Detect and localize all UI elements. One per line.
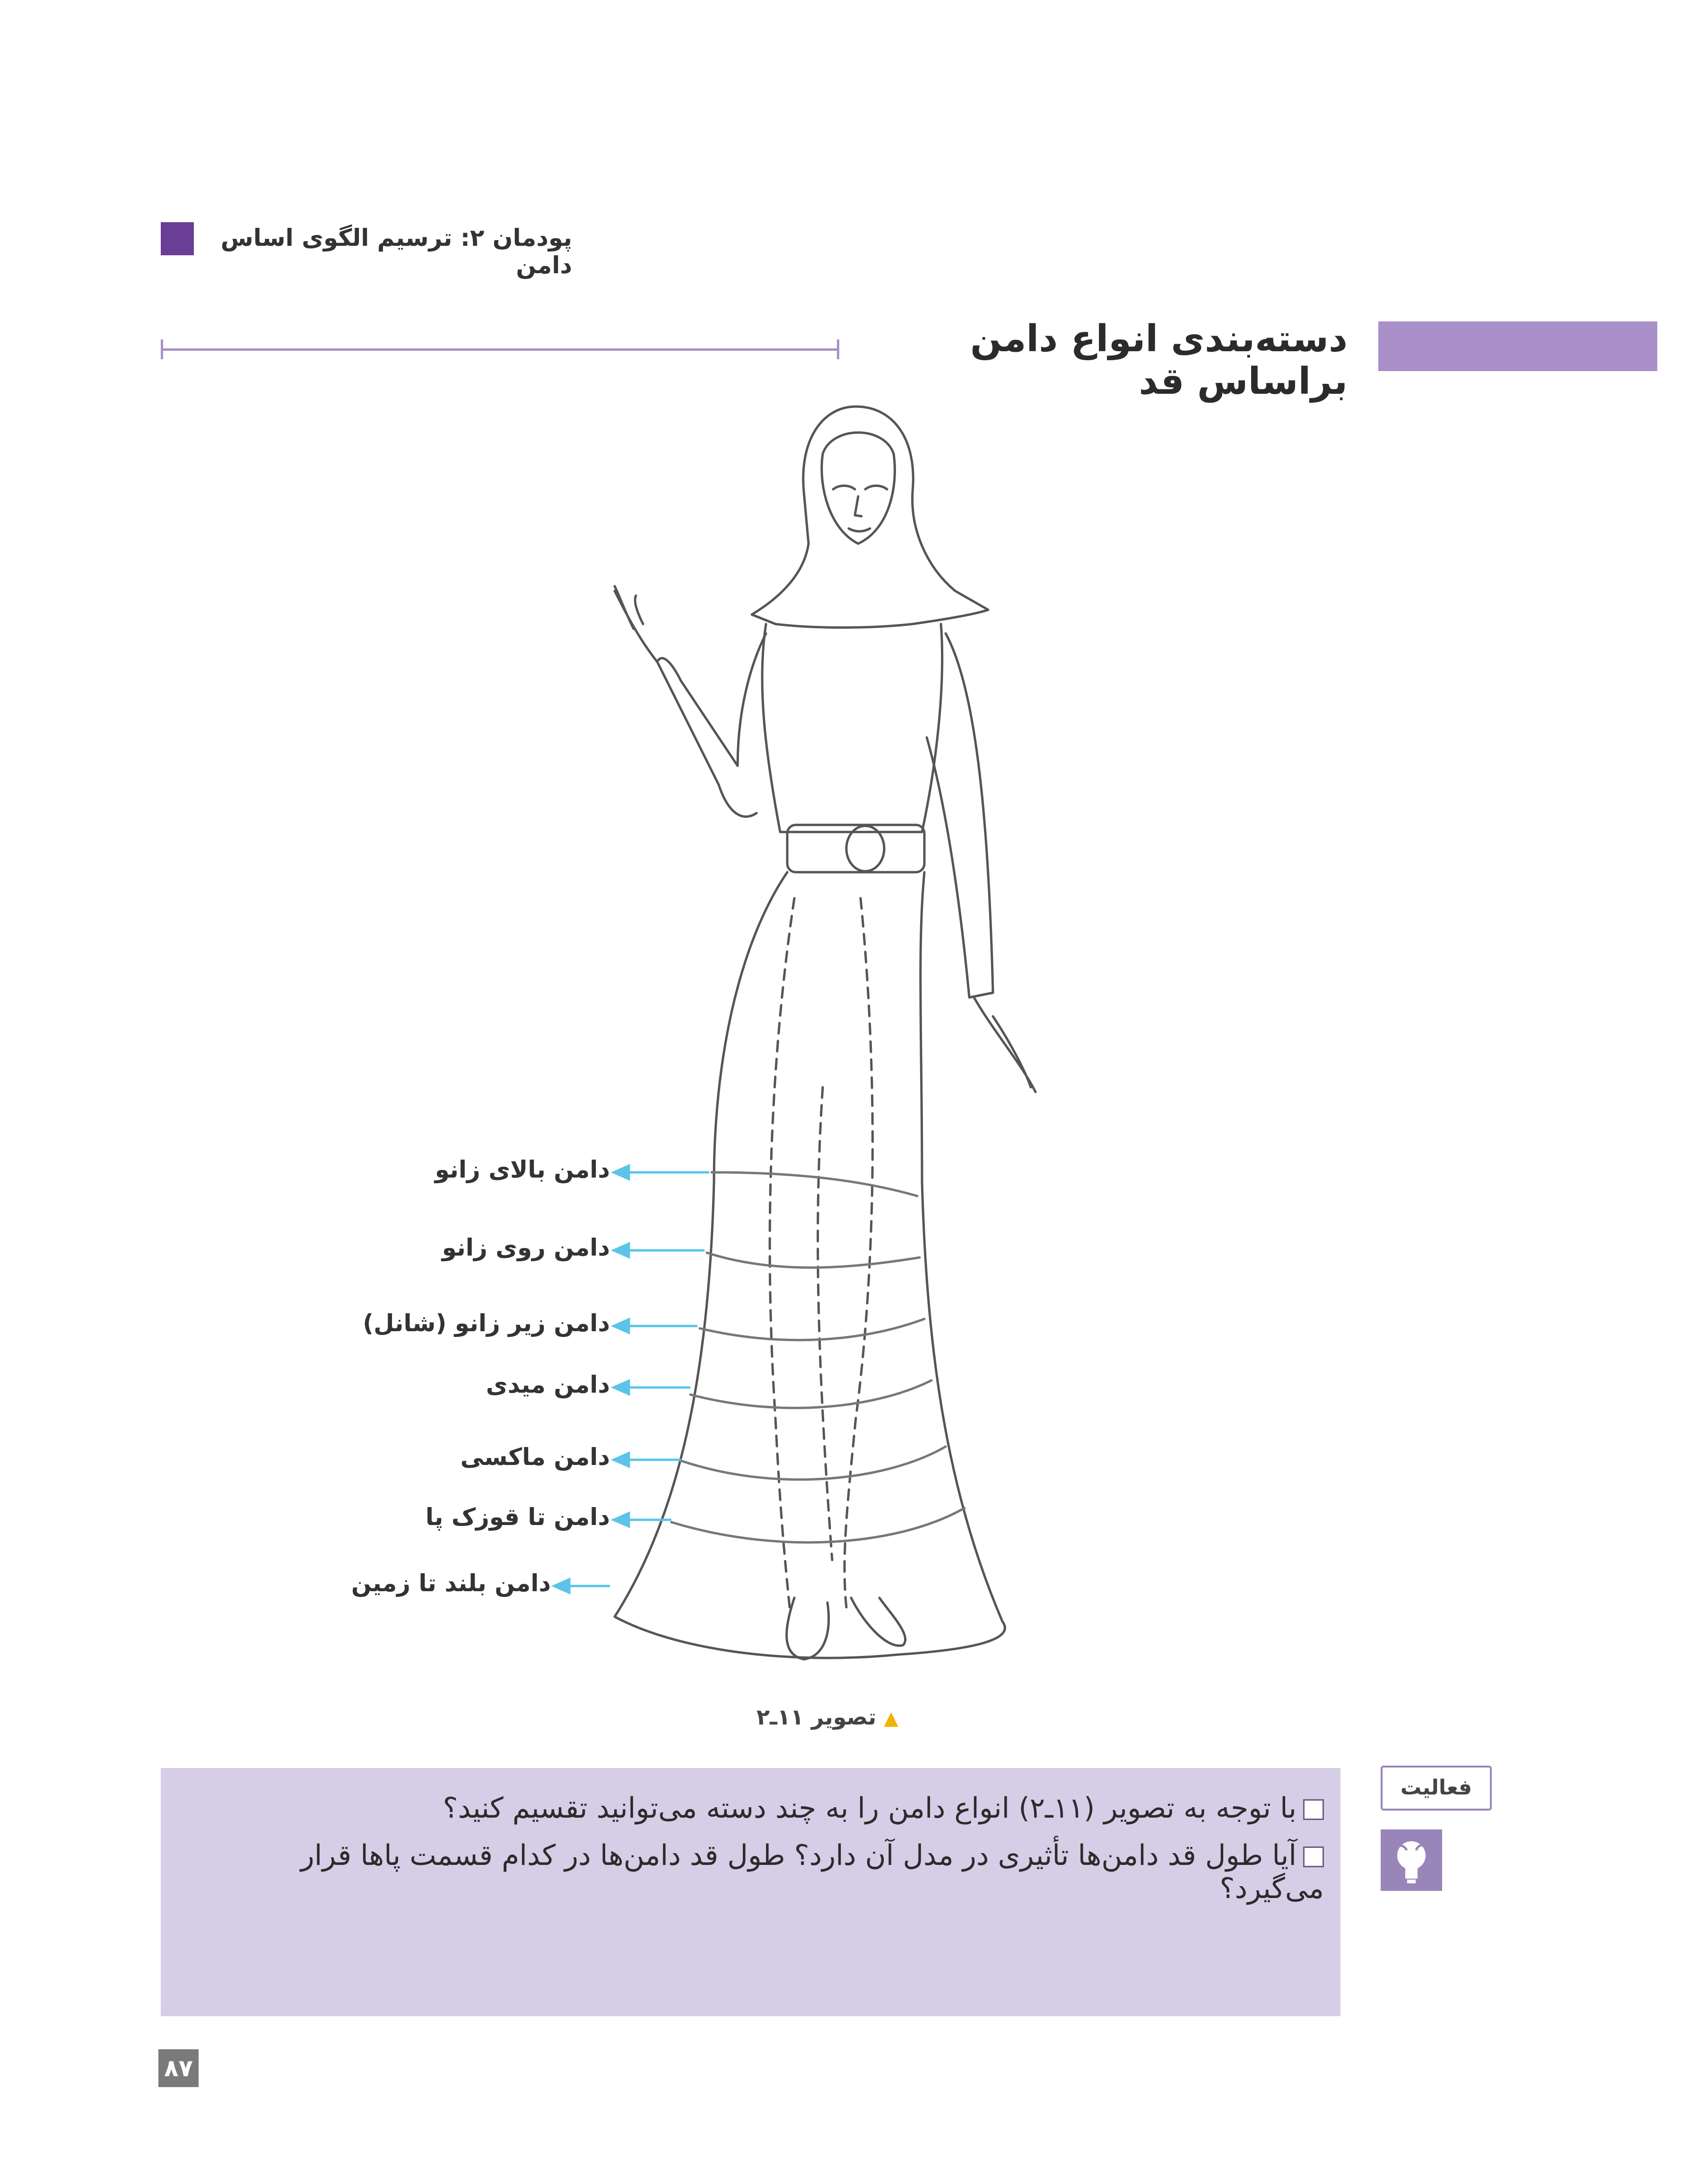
leg-guide-left — [770, 898, 794, 1607]
leg-guide-right — [844, 898, 872, 1607]
checkbox-icon — [1303, 1846, 1324, 1867]
question-1-text: با توجه به تصویر (۱۱ـ۲) انواع دامن را به چند دسته می‌توانید تقسیم کنید؟ — [443, 1792, 1296, 1825]
lightbulb-icon — [1381, 1829, 1442, 1891]
bodice — [762, 624, 942, 832]
question-2 — [189, 1839, 1324, 1905]
left-eye — [833, 486, 855, 490]
skirt-outline — [615, 872, 1005, 1658]
right-arm — [927, 633, 993, 997]
arrowhead-2 — [614, 1244, 629, 1257]
left-shoe — [787, 1598, 829, 1659]
figure-caption — [738, 1704, 898, 1730]
caption-text: تصویر ۱۱ـ۲ — [756, 1704, 877, 1730]
label-maxi: دامن ماکسی — [460, 1443, 610, 1471]
right-hand — [974, 997, 1035, 1092]
label-ankle: دامن تا قوزک پا — [425, 1503, 610, 1531]
section-title: دسته‌بندی انواع دامن براساس قد — [970, 318, 1348, 403]
caption-marker-icon: ▲ — [884, 1707, 898, 1729]
label-midi: دامن میدی — [486, 1371, 610, 1398]
hem-line-2 — [707, 1253, 920, 1267]
left-hand — [615, 586, 657, 662]
hem-line-5 — [681, 1447, 946, 1480]
arrowhead-7 — [554, 1579, 569, 1593]
mouth — [849, 529, 870, 531]
arrowhead-3 — [614, 1319, 629, 1333]
hem-line-6 — [671, 1508, 965, 1543]
label-floor: دامن بلند تا زمین — [351, 1569, 551, 1597]
left-arm — [657, 633, 766, 817]
arrowhead-1 — [614, 1166, 629, 1179]
leg-guide-inner — [818, 1087, 832, 1560]
hijab-outline — [752, 407, 988, 628]
hem-line-3 — [700, 1319, 924, 1340]
page-number: ۸۷ — [158, 2049, 199, 2087]
hem-line-1 — [712, 1172, 917, 1196]
arrowhead-5 — [614, 1453, 629, 1466]
arrowhead-4 — [614, 1381, 629, 1394]
question-2-text: آیا طول قد دامن‌ها تأثیری در مدل آن دارد؟ طول قد دامن‌ها در کدام قسمت پاها قرار می‌گیرد؟ — [300, 1839, 1324, 1905]
arrowhead-6 — [614, 1513, 629, 1526]
label-below-knee: دامن زیر زانو (شانل) — [363, 1309, 610, 1337]
right-eye — [865, 486, 887, 490]
label-on-knee: دامن روی زانو — [442, 1234, 610, 1261]
nose — [855, 496, 861, 516]
hem-line-4 — [690, 1380, 931, 1408]
right-shoe — [851, 1598, 905, 1646]
question-1 — [189, 1792, 1324, 1825]
label-above-knee: دامن بالای زانو — [435, 1156, 610, 1183]
checkbox-icon — [1303, 1799, 1324, 1820]
activity-tab: فعالیت — [1381, 1766, 1492, 1811]
module-title: پودمان ۲: ترسیم الگوی اساس دامن — [220, 224, 572, 279]
